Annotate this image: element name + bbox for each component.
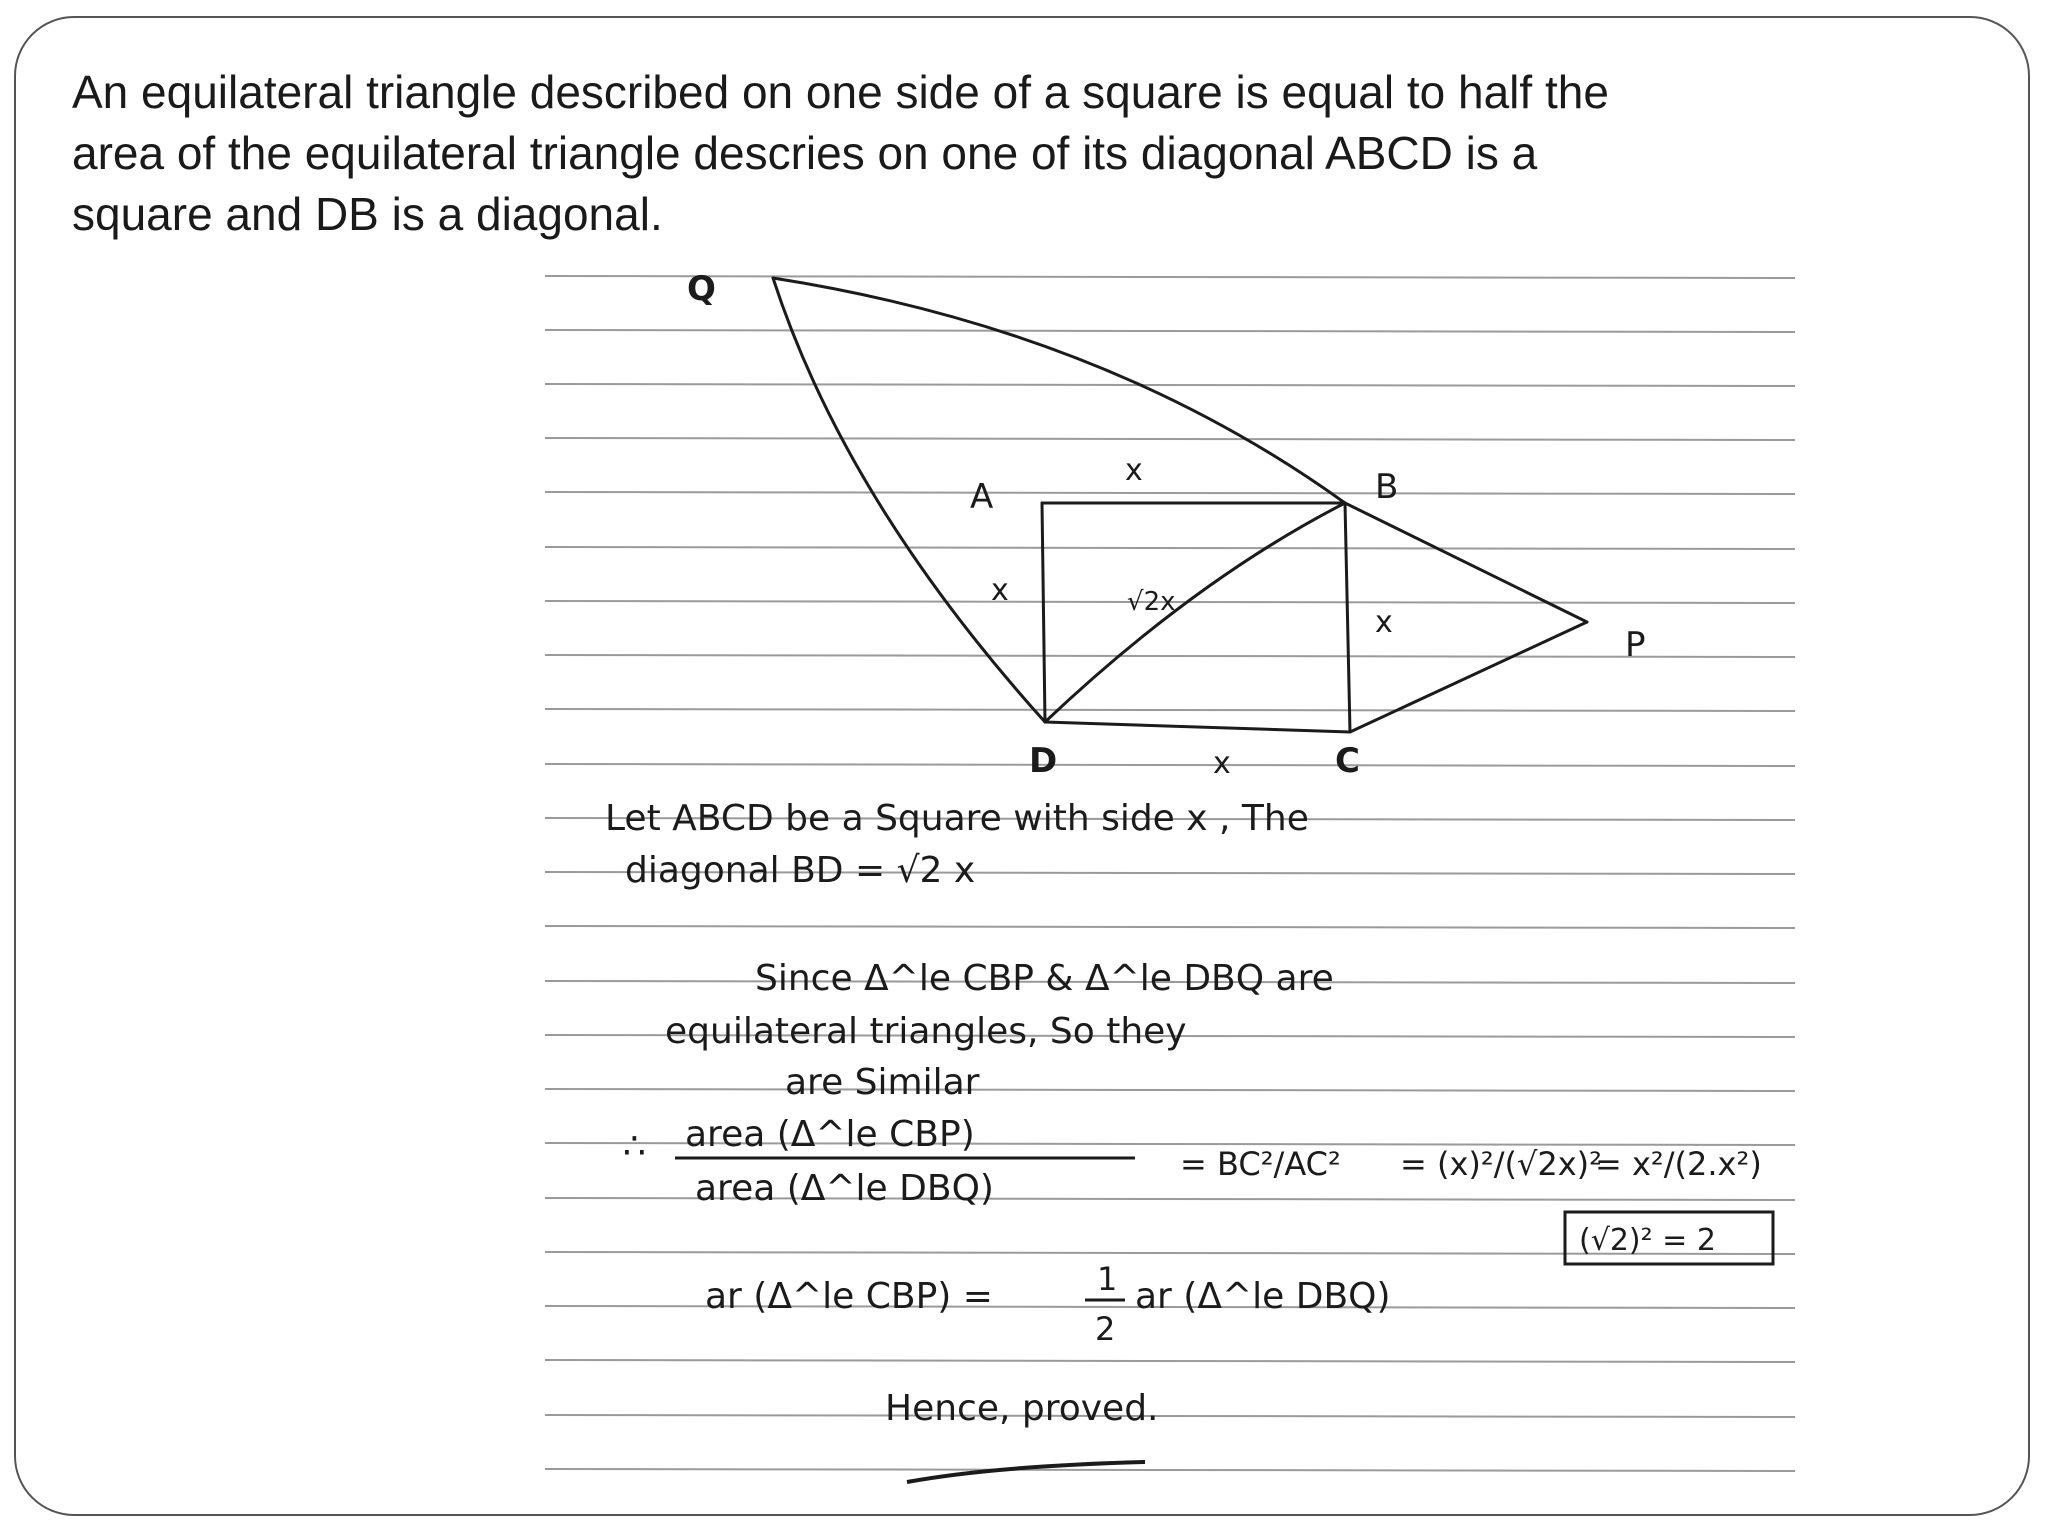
notebook-page [545, 270, 1795, 1492]
problem-line-1: An equilateral triangle described on one side of a square is equal to half the [72, 66, 1609, 118]
ratio-step-1: = BC²/AC² [1180, 1145, 1341, 1183]
conclusion-left: ar (Δ^le CBP) = [705, 1276, 993, 1317]
ratio-step-2: = (x)²/(√2x)² [1400, 1145, 1602, 1183]
square-side-dc [1045, 722, 1350, 732]
label-diagonal: √2x [1127, 587, 1176, 617]
figure-labels [687, 270, 1646, 781]
label-side-right: x [1375, 605, 1393, 640]
boxed-note-text: (√2)² = 2 [1579, 1223, 1716, 1258]
ratio-step-3: = x²/(2.x²) [1595, 1145, 1762, 1183]
therefore-symbol: ∴ [623, 1126, 646, 1167]
solution-line-1: Let ABCD be a Square with side x , The [605, 798, 1309, 839]
solution-line-5: are Similar [785, 1062, 980, 1103]
label-d: D [1029, 741, 1058, 781]
label-side-bottom: x [1213, 746, 1231, 781]
problem-line-3: square and DB is a diagonal. [72, 188, 663, 240]
problem-statement [72, 62, 1832, 245]
label-side-left: x [991, 573, 1009, 608]
label-q: Q [687, 270, 716, 309]
solution-line-2: diagonal BD = √2 x [625, 850, 976, 891]
half-denominator: 2 [1095, 1310, 1116, 1348]
hence-proved: Hence, proved. [885, 1388, 1159, 1429]
handwritten-solution-image [545, 270, 1795, 1492]
ratio-denominator: area (Δ^le DBQ) [695, 1168, 994, 1209]
half-numerator: 1 [1097, 1260, 1118, 1298]
square-side-bc [1345, 503, 1350, 732]
label-c: C [1335, 741, 1360, 781]
handwritten-working [605, 798, 1773, 1482]
diagonal-db [1045, 503, 1345, 722]
square-side-ad [1042, 503, 1045, 722]
ratio-numerator: area (Δ^le CBP) [685, 1114, 975, 1155]
label-a: A [970, 477, 994, 517]
geometry-figure [773, 278, 1587, 732]
conclusion-right: ar (Δ^le DBQ) [1135, 1276, 1391, 1317]
underline-stroke [907, 1462, 1145, 1482]
label-p: P [1625, 625, 1646, 665]
problem-line-2: area of the equilateral triangle descries on one of its diagonal ABCD is a [72, 127, 1538, 179]
label-b: B [1375, 467, 1399, 507]
solution-line-4: equilateral triangles, So they [665, 1011, 1187, 1052]
label-side-top: x [1125, 453, 1143, 488]
solution-line-3: Since Δ^le CBP & Δ^le DBQ are [755, 958, 1334, 999]
